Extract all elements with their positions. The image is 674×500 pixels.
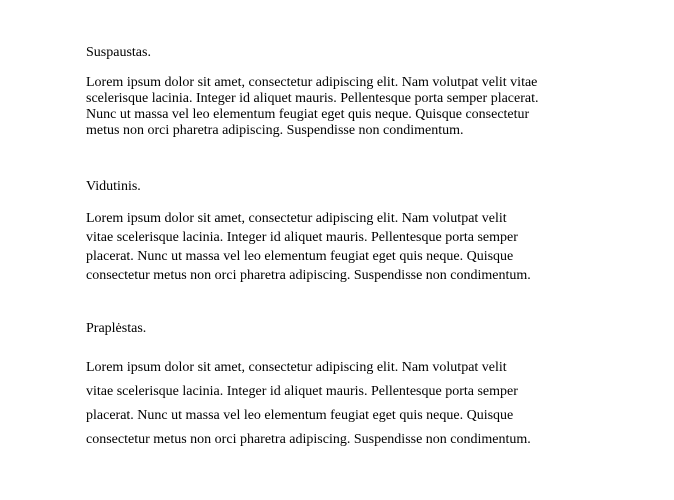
paragraph-line: vitae scelerisque lacinia. Integer id aliquet mauris. Pellentesque porta semper bbox=[86, 230, 518, 245]
paragraph-line: Lorem ipsum dolor sit amet, consectetur adipiscing elit. Nam volutpat velit vitae bbox=[86, 75, 538, 90]
section-heading-medium: Vidutinis. bbox=[86, 179, 141, 194]
section-paragraph-medium bbox=[86, 209, 531, 285]
paragraph-line: vitae scelerisque lacinia. Integer id aliquet mauris. Pellentesque porta semper bbox=[86, 384, 518, 399]
section-heading-compressed: Suspaustas. bbox=[86, 45, 151, 60]
section-paragraph-compressed bbox=[86, 75, 538, 139]
paragraph-line: consectetur metus non orci pharetra adipiscing. Suspendisse non condimentum. bbox=[86, 268, 531, 283]
paragraph-line: Lorem ipsum dolor sit amet, consectetur adipiscing elit. Nam volutpat velit bbox=[86, 360, 507, 375]
paragraph-line: consectetur metus non orci pharetra adipiscing. Suspendisse non condimentum. bbox=[86, 432, 531, 447]
paragraph-line: scelerisque lacinia. Integer id aliquet mauris. Pellentesque porta semper placerat. bbox=[86, 91, 539, 106]
paragraph-line: placerat. Nunc ut massa vel leo elementum feugiat eget quis neque. Quisque bbox=[86, 408, 514, 423]
section-paragraph-expanded bbox=[86, 356, 531, 452]
section-heading-expanded: Praplėstas. bbox=[86, 321, 147, 336]
paragraph-line: placerat. Nunc ut massa vel leo elementum feugiat eget quis neque. Quisque bbox=[86, 249, 514, 264]
paragraph-line: Lorem ipsum dolor sit amet, consectetur adipiscing elit. Nam volutpat velit bbox=[86, 211, 507, 226]
paragraph-line: metus non orci pharetra adipiscing. Suspendisse non condimentum. bbox=[86, 123, 464, 138]
paragraph-line: Nunc ut massa vel leo elementum feugiat eget quis neque. Quisque consectetur bbox=[86, 107, 530, 122]
